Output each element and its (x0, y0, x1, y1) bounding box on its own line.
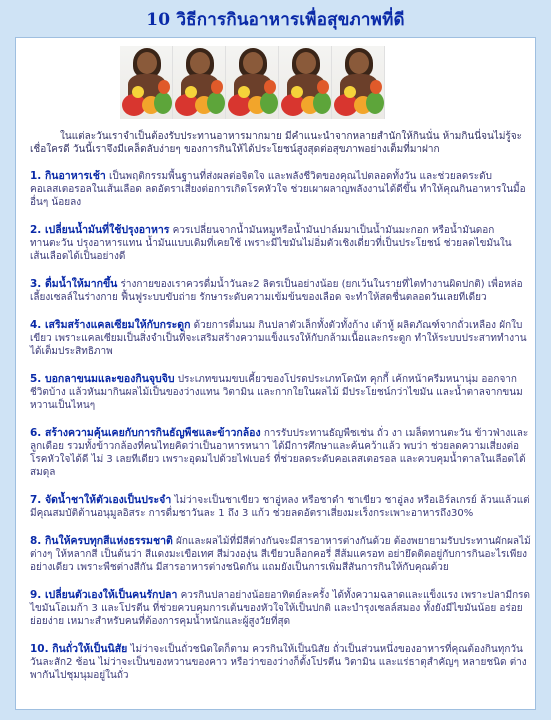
item-heading: 3. ดื่มน้ำให้มากขึ้น (30, 278, 118, 290)
intro-paragraph: ในแต่ละวันเราจำเป็นต้องรับประทานอาหารมากมาย มีคำแนะนำจากหลายสำนักให้กินนั่น ห้ามกินนี่จนไม่รู้จะเชื่อใครดี วันนี้เราจึงมีเคล็ดลับง่ายๆ ของการกินให้ได้ประโยชน์สูงสุดต่อสุขภาพอย่างเต็มที่มาฝาก (30, 131, 523, 155)
item-description: ไม่ว่าจะเป็นชาเขียว ชาอู่หลง หรือชาดำ ชาเขียว ชาอู่ลง หรือเอิร์ลเกรย์ ล้วนแล้วแต่มีคุณสมบัติต้านอนุมูลอิสระ การดื่มชาวันละ 1 ถึง 3 แก้ว ช่วยลดอัตราเสี่ยงมะเร็งกระเพาะอาหารถึง30% (30, 495, 530, 519)
item-description: ควรกินปลาอย่างน้อยอาทิตย์ละครั้ง ได้ทั้งความฉลาดและแข็งแรง เพราะปลามีกรดไขมันโอเมก้า 3 และโปรตีน ที่ช่วยควบคุมการเต้นของหัวใจให้เป็นปกติ และบำรุงเซลล์สมอง ทั้งยังมีไขมันน้อย อร่อย ย่อยง่าย เหมาะสำหรับคนที่ต้องการคุมน้ำหนักและผู้สูงวัยที่สุด (30, 590, 531, 627)
item-description: ไม่ว่าจะเป็นถั่วชนิดใดก็ตาม ควรกินให้เป็นนิสัย ถั่วเป็นส่วนหนึ่งของอาหารที่คุณต้องกินทุกวัน วันละสัก2 ช้อน ไม่ว่าจะเป็นของหวานของคาว หรือว่าของว่างก็ตั้งโปรตีน วิตามิน และแร่ธาตุสำคัญๆ หลายชนิด ต่างพากันไปชุมนุมอยู่ในถั่ว (30, 644, 527, 681)
list-item (30, 589, 533, 628)
item-description: ด้วยการดื่มนม กินปลาตัวเล็กทั้งตัวทั้งก้าง เต้าหู้ ผลิตภัณฑ์จากถั่วเหลือง ผักใบเขียว เพราะแคลเซียมเป็นสิ่งจำเป็นที่จะเสริมสร้างความแข็งแรงให้กับกล้ามเนื้อและกระดูก ทำให้ระบบประสาททำงานได้เต็มประสิทธิภาพ (30, 320, 527, 357)
list-item (30, 643, 533, 682)
woman-with-fruit-photo (226, 46, 279, 119)
item-heading: 6. สร้างความคุ้นเคยกับการกินธัญพืชและข้าวกล้อง (30, 427, 261, 439)
woman-with-fruit-photo (332, 46, 385, 119)
item-heading: 4. เสริมสร้างแคลเซียมให้กับกระดูก (30, 319, 191, 331)
item-heading: 9. เปลี่ยนตัวเองให้เป็นคนรักปลา (30, 589, 178, 601)
page-title: 10 วิธีการกินอาหารเพื่อสุขภาพที่ดี (146, 10, 405, 30)
list-item (30, 278, 533, 304)
item-description: ประเภทขนมขบเคี้ยวของโปรดประเภทโดนัท คุกกี้ เค้กหน้าครีมหนานุ่ม ออกจากชีวิตบ้าง แล้วหันมากินผลไม้เป็นของว่างแทน วิตามิน และกากใยในผลไม้ มีประโยชน์กว่าไขมัน และน้ำตาลจากขนมหวานเป็นไหนๆ (30, 374, 523, 411)
item-heading: 5. บอกลาขนมและของกินจุบจิบ (30, 373, 175, 385)
item-heading: 1. กินอาหารเช้า (30, 170, 106, 182)
item-description: เป็นพฤติกรรมพื้นฐานที่ส่งผลต่อจิตใจ และพลังชีวิตของคุณไปตลอดทั้งวัน และช่วยลดระดับคอเลสเตอรอลในเส้นเลือด ลดอัตราเสี่ยงต่อการเกิดโรคหัวใจ ช่วยเผาผลาญพลังงานได้ดีขึ้น ทำให้คุณกินอาหารในมื้ออื่นๆ น้อยลง (30, 171, 526, 208)
list-item (30, 535, 533, 574)
item-description: การรับประทานธัญพืชเช่น ถั่ว งา เมล็ดทานตะวัน ข้าวฟ่างและลูกเดือย รวมทั้งข้าวกล้องที่คนไทยคิดว่าเป็นอาหารหนาา ได้มีการศึกษาและค้นคว้าแล้ว พบว่า ช่วยลดความเสี่ยงต่อโรคหัวใจได้ดี ไม่ 3 เลยทีเดียว เพราะอุดมไปด้วยไฟเบอร์ ที่ช่วยลดระดับคอเลสเตอรอล และควบคุมน้ำตาลในเลือดได้สมดุล (30, 428, 529, 478)
item-heading: 10. กินถั่วให้เป็นนิสัย (30, 643, 128, 655)
woman-with-fruit-photo (173, 46, 226, 119)
woman-with-fruit-photo (120, 46, 173, 119)
article-body (30, 130, 533, 697)
woman-with-fruit-photo (279, 46, 332, 119)
list-item (30, 494, 533, 520)
list-item (30, 373, 533, 412)
item-description: ร่างกายของเราควรดื่มน้ำวันละ2 ลิตรเป็นอย่างน้อย (ยกเว้นในรายที่ไตทำงานผิดปกติ) เพื่อหล่อเลี้ยงเซลล์ในร่างกาย ฟื้นฟูระบบขับถ่าย รักษาระดับความเข้มข้นของเลือด จะทำให้สดชื่นตลอดวันเลยทีเดียว (30, 279, 523, 303)
item-heading: 7. จัดน้ำชาให้ตัวเองเป็นประจำ (30, 494, 172, 506)
article-panel (15, 37, 536, 710)
photo-strip (120, 46, 385, 119)
list-item (30, 224, 533, 263)
list-item (30, 170, 533, 209)
list-item (30, 319, 533, 358)
item-heading: 8. กินให้ครบทุกสีแห่งธรรมชาติ (30, 535, 173, 547)
item-heading: 2. เปลี่ยนน้ำมันที่ใช้ปรุงอาหาร (30, 224, 170, 236)
item-description: ควรเปลี่ยนจากน้ำมันหมูหรือน้ำมันปาล์มมาเป็นน้ำมันมะกอก หรือน้ำมันดอกทานตะวัน ปรุงอาหารแทน น้ำมันแบบเดิมที่เคยใช้ เพราะมีไขมันไม่อิ่มตัวเชิงเดี่ยวที่เป็นประโยชน์ ช่วยลดไขมันในเส้นเลือดได้เป็นอย่างดี (30, 225, 512, 262)
list-item (30, 427, 533, 479)
item-description: ผักและผลไม้ที่มีสีต่างกันจะมีสารอาหารต่างกันด้วย ต้องพยายามรับประทานผักผลไม้ต่างๆ ให้หลากสี เป็นต้นว่า สีแดงมะเขือเทศ สีม่วงองุ่น สีเขียวบล็อกคอรี่ สีส้มแครอท อย่ายึดติดอยู่กับการกินอะไรเพียงอย่างเดียว เพราะพืชต่างสีกัน มีสารอาหารต่างชนิดกัน แถมยังเป็นการเพิ่มสีสันการกินให้กับคุณด้วย (30, 536, 531, 573)
